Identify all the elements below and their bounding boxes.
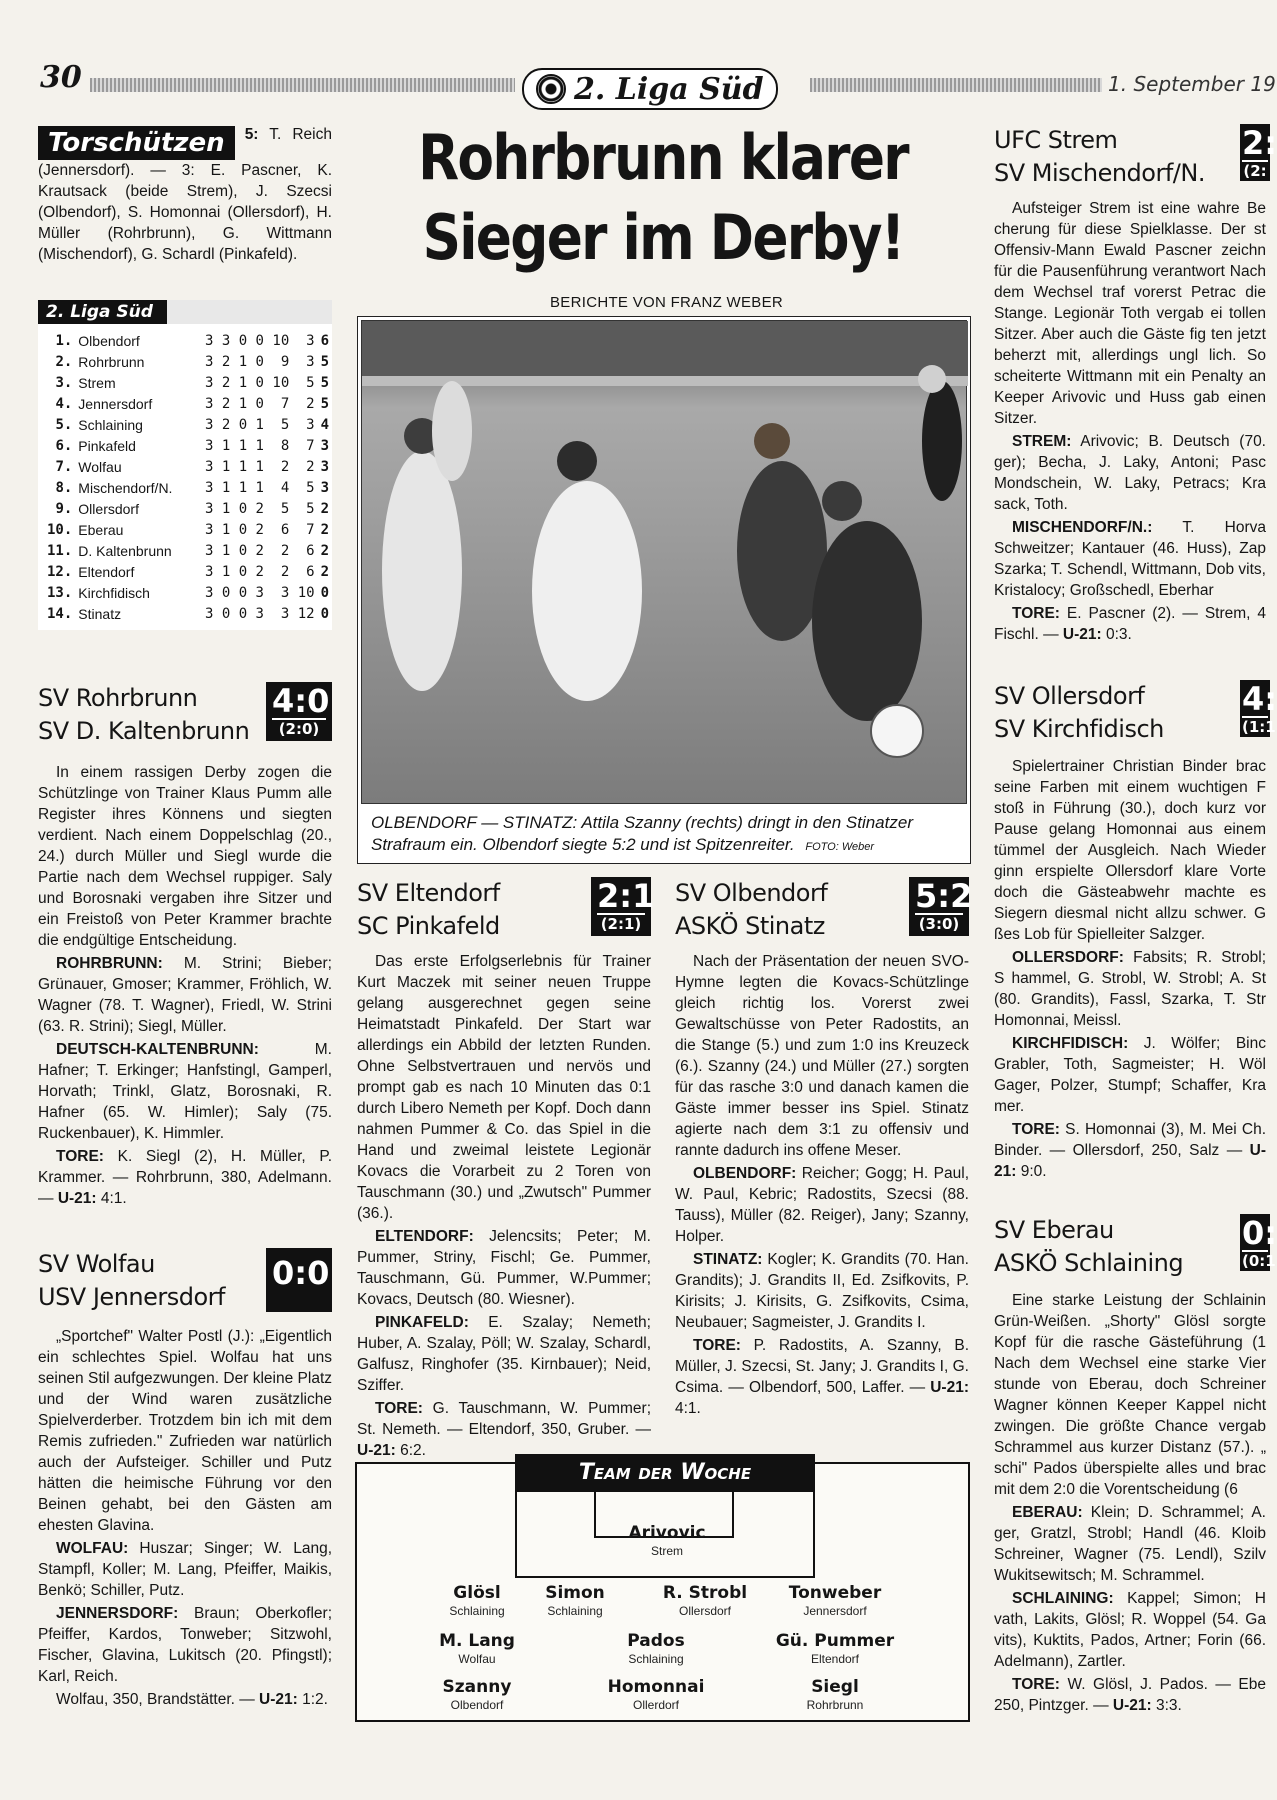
- team-of-week-player: [556, 1630, 756, 1666]
- standings-rank: 5.: [55, 416, 73, 433]
- standings-points: 0: [320, 605, 329, 622]
- player-name: R. Strobl: [662, 1583, 748, 1603]
- halftime-score: (2:: [1243, 162, 1267, 180]
- halftime-score: (3:0): [915, 913, 963, 932]
- match-report: Das erste Erfolgserlebnis für Trainer Kurt Maczek mit seiner neuen Truppe gelang ausgerechnet gegen seine Heimatstadt Pinkafeld. Der Start war allerdings ein Abbild der letzten Runden. Ohne Selbstvertrauen und nervös und prompt gab es nach 10 Minuten das 0:1 durch Libero Nemeth per Kopf. Doch dann nahmen Pummer & Co. das Spiel in die Hand und zweimal leistete Legionär Kovacs die Vorarbeit zu 2 Toren von Tauschmann (30.) und „Zwutsch" Pummer (36.).: [357, 953, 651, 1222]
- match-report: Spielertrainer Christian Binder brac seine Farben mit einem wuchtigen F stoß in Führung (30.), doch kurz vor Pause gelang Homonnai aus einem tümmel der Ausgleich. Nach Wieder ginn erspielte Ollersdorf klare Vorte doch die Gästeabwehr machte es Siegern diesmal nicht allzu schwer. G ßes Lob für Spielleiter Salzger.: [994, 758, 1266, 943]
- standings-rank: 12.: [47, 563, 73, 580]
- score-badge: [266, 682, 332, 741]
- lineup-away: PINKAFELD: E. Szalay; Nemeth; Huber, A. Szalay, Pöll; W. Szalay, Schardl, Galfusz, Ringhofer (35. Kirnbauer); Neid, Sziffer.: [357, 1314, 651, 1394]
- away-team: SV D. Kaltenbrunn: [38, 717, 250, 745]
- goals-info: TORE: E. Pascner (2). — Strem, 4 Fischl. — U-21: 0:3.: [994, 605, 1266, 643]
- lineup-home: ELTENDORF: Jelencsits; Peter; M. Pummer, Striny, Fischl; Ge. Pummer, Tauschmann, Gü. Pummer, W.Pummer; Kovacs, Deutsch (80. Wiesner).: [357, 1228, 651, 1308]
- standings-rank: 10.: [47, 521, 73, 538]
- standings-rank: 11.: [47, 542, 73, 559]
- standings-team: Eltendorf: [78, 563, 135, 580]
- lineup-home: EBERAU: Klein; D. Schrammel; A. ger, Gratzl, Strobl; Handl (46. Kloib Schreiner, Wagner (75. Lendl), Szilv Wukitsewitsch; M. Schrammel.: [994, 1504, 1266, 1584]
- final-score: 5:2: [915, 877, 973, 915]
- standings-team: Stinatz: [78, 605, 122, 622]
- player-club: Schlaining: [547, 1604, 603, 1618]
- halftime-score: (1:1: [1242, 718, 1276, 736]
- player-name: Tonweber: [788, 1583, 882, 1603]
- top-scorers-title: Torschützen: [38, 126, 235, 160]
- lineup-away: DEUTSCH-KALTENBRUNN: M. Hafner; T. Erkinger; Hanfstingl, Gamperl, Horvath; Trinkl, Glatz, Borosnaki, R. Hafner (65. W. Himler); Saly (75. Ruckenbauer), K. Himmler.: [38, 1041, 332, 1142]
- standings-team: D. Kaltenbrunn: [78, 542, 172, 559]
- team-of-week-player: [735, 1582, 935, 1618]
- standings-rank: 1.: [55, 332, 73, 349]
- final-score: 0:: [1242, 1214, 1277, 1252]
- standings-team: Jennersdorf: [78, 395, 153, 412]
- standings-stats: 3 2 1 0 7 2: [204, 395, 315, 412]
- soccer-ball-icon: [536, 74, 566, 104]
- final-score: 2:1: [597, 877, 655, 915]
- standings-team: Olbendorf: [78, 332, 140, 349]
- home-team: SV Ollersdorf: [994, 682, 1145, 710]
- issue-date: 1. September 19: [1108, 72, 1276, 96]
- standings-team: Ollersdorf: [78, 500, 139, 517]
- team-of-week-player: [377, 1676, 577, 1712]
- standings-rank: 3.: [55, 374, 73, 391]
- standings-rank: 9.: [55, 500, 73, 517]
- lineup-home: OLBENDORF: Reicher; Gogg; H. Paul, W. Paul, Kebric; Radostits, Szecsi (88. Tauss), Müller (82. Reiger), Jany; Szanny, Holper.: [675, 1165, 969, 1245]
- player-club: Eltendorf: [810, 1652, 860, 1666]
- away-team: ASKÖ Schlaining: [994, 1249, 1184, 1277]
- team-of-week-player: [735, 1630, 935, 1666]
- lineup-home: OLLERSDORF: Fabsits; R. Strobl; S hammel, G. Strobl, W. Strobl; A. St (80. Grandits), Fassl, Szarka, T. Str Homonnai, Meissl.: [994, 949, 1266, 1029]
- headline-line-2: Sieger im Derby!: [422, 201, 904, 274]
- table-row: [44, 435, 332, 456]
- goals-info: TORE: S. Homonnai (3), M. Mei Ch. Binder. — Ollersdorf, 250, Salz — U-21: 9:0.: [994, 1121, 1266, 1180]
- table-row: [44, 477, 332, 498]
- table-row: [44, 330, 332, 351]
- player-name: Glösl: [453, 1583, 501, 1603]
- standings-stats: 3 0 0 3 3 12: [204, 605, 315, 622]
- halftime-score: (2:1): [597, 913, 645, 932]
- standings-points: 3: [320, 437, 329, 454]
- team-of-week-player: [556, 1676, 756, 1712]
- away-team: SC Pinkafeld: [357, 912, 500, 940]
- score-badge: [266, 1248, 332, 1312]
- goals-info: TORE: G. Tauschmann, W. Pummer; St. Nemeth. — Eltendorf, 350, Gruber. — U-21: 6:2.: [357, 1400, 651, 1459]
- player-name: Siegl: [811, 1677, 859, 1697]
- standings-team: Strem: [78, 374, 116, 391]
- standings-rank: 8.: [55, 479, 73, 496]
- photo-caption: OLBENDORF — STINATZ: Attila Szanny (rechts) dringt in den Stinatzer Strafraum ein. Olbendorf siegte 5:2 und ist Spitzenreiter. FOTO: Weber: [371, 813, 913, 854]
- standings-rank: 13.: [47, 584, 73, 601]
- lineup-away: STINATZ: Kogler; K. Grandits (70. Han. Grandits); J. Grandits II, Ed. Zsifkovits, P. Kirisits; J. Kirisits, G. Zsifkovits, Csima, Neubauer; Sagmeister, J. Grandits I.: [675, 1251, 969, 1331]
- standings-stats: 3 1 1 1 4 5: [204, 479, 315, 496]
- table-row: [44, 414, 332, 435]
- home-team: SV Eltendorf: [357, 879, 500, 907]
- headline: [348, 118, 978, 278]
- away-team: USV Jennersdorf: [38, 1283, 225, 1311]
- standings-body: [44, 330, 332, 624]
- match-report: Nach der Präsentation der neuen SVO-Hymne legten die Kovacs-Schützlinge gleich richtig los. Vorerst zwei Gewaltschüsse von Peter Radostits, an die Stange (5.) und zum 1:0 ins Kreuzeck (6.). Szanny (24.) und Müller (27.) sorgten für das rasche 3:0 und danach kamen die Gäste immer besser ins Spiel. Stinatz agierte nach dem 3:1 zu offensiv und rannte dadurch ins offene Meser.: [675, 953, 969, 1159]
- player-club: Wolfau: [458, 1652, 496, 1666]
- standings-stats: 3 1 0 2 6 7: [204, 521, 315, 538]
- team-of-week-player: [377, 1630, 577, 1666]
- standings-rank: 6.: [55, 437, 73, 454]
- table-row: [44, 519, 332, 540]
- match-ollersdorf: [994, 680, 1277, 1182]
- match-rohrbrunn: [38, 682, 332, 1209]
- photo-credit: FOTO: Weber: [805, 841, 875, 853]
- table-row: [44, 561, 332, 582]
- top-scorers-lead-rest: T. Reich (Jennersdorf).: [38, 126, 332, 179]
- away-team: ASKÖ Stinatz: [675, 912, 825, 940]
- match-photo-image: [362, 321, 968, 805]
- standings-team: Wolfau: [78, 458, 122, 475]
- final-score: 4:: [1242, 680, 1277, 718]
- lineup-home: STREM: Arivovic; B. Deutsch (70. ger); Becha, J. Laky, Antoni; Pasc Mondschein, W. Laky, Petracs; Kra sack, Toth.: [994, 433, 1266, 513]
- standings-points: 5: [320, 353, 329, 370]
- player-club: Schlaining: [449, 1604, 505, 1618]
- top-scorers-lead: 5:: [244, 126, 259, 143]
- table-row: [44, 498, 332, 519]
- standings-points: 4: [320, 416, 329, 433]
- standings-points: 0: [320, 584, 329, 601]
- byline: BERICHTE VON FRANZ WEBER: [550, 294, 784, 311]
- team-of-week-player: [567, 1522, 767, 1558]
- score-badge: [1240, 1214, 1277, 1271]
- standings-stats: 3 1 0 2 2 6: [204, 563, 315, 580]
- standings-stats: 3 2 0 1 5 3: [204, 416, 315, 433]
- standings-points: 5: [320, 374, 329, 391]
- standings-stats: 3 1 0 2 5 5: [204, 500, 315, 517]
- match-report: Eine starke Leistung der Schlainin Grün-Weißen. „Shorty" Glösl sorgte Kopf für die rasche Gästeführung (1 Nach dem Wechsel eine starke Vier stunde von Eberau, doch Schreiner Wagner können Keeper Kappel nicht zwingen. Die größte Chance vergab Schrammel aus kurzer Distanz (57.). „ schi" Pados überspielte alles und brac mit dem 2:0 die Vorentscheidung (6: [994, 1292, 1266, 1498]
- standings-points: 3: [320, 479, 329, 496]
- headline-line-1: Rohrbrunn klarer: [418, 121, 908, 194]
- standings-team: Schlaining: [78, 416, 143, 433]
- match-photo: [361, 320, 967, 804]
- standings-stats: 3 0 0 3 3 10: [204, 584, 315, 601]
- match-report: Aufsteiger Strem ist eine wahre Be cherung für diese Spielklasse. Der st Offensiv-Mann Ewald Pascner zeichn für die Pausenführung verantwort Nach dem Wechsel traf vorerst Petrac die Stange. Legionär Toth vergab ei tollen Sitzer. Aber auch die Gäste fig ten jetzt beherzt mit, allerdings ungl lich. So scheiterte Wittmann mit ein Penalty an Keeper Arivovic und Huss gab einen Sitzer.: [994, 200, 1266, 427]
- match-olbendorf: [675, 877, 973, 1419]
- lineup-away: JENNERSDORF: Braun; Oberkofler; Pfeiffer, Kardos, Tonweber; Sitzwohl, Fischer, Glavina, Lukitsch (20. Pfingstl); Karl, Reich.: [38, 1605, 332, 1685]
- player-name: Szanny: [442, 1677, 512, 1697]
- player-name: Simon: [545, 1583, 605, 1603]
- score-badge: [909, 877, 973, 936]
- halftime-score: (2:0): [272, 718, 326, 737]
- team-of-week: [355, 1462, 970, 1722]
- table-row: [44, 456, 332, 477]
- standings-points: 2: [320, 542, 329, 559]
- standings-stats: 3 3 0 0 10 3: [204, 332, 315, 349]
- table-row: [44, 540, 332, 561]
- standings-team: Kirchfidisch: [78, 584, 150, 601]
- standings-points: 3: [320, 458, 329, 475]
- standings-team: Pinkafeld: [78, 437, 136, 454]
- home-team: SV Eberau: [994, 1216, 1114, 1244]
- table-row: [44, 393, 332, 414]
- player-club: Ollersdorf: [678, 1604, 731, 1618]
- standings-points: 6: [320, 332, 329, 349]
- match-report: In einem rassigen Derby zogen die Schützlinge von Trainer Klaus Pumm alle Register ihres Könnens und siegten verdient. Nach einem Doppelschlag (20., 24.) durch Müller und Siegl wurde die Partie nach dem Wechsel ruppiger. Saly und Borosnaki vergaben ihre Sitzer und ein Freistoß von Peter Krammer brachte die endgültige Entscheidung.: [38, 764, 332, 949]
- team-of-week-title: Team der Woche: [515, 1454, 815, 1492]
- player-club: Jennersdorf: [803, 1604, 867, 1618]
- table-row: [44, 603, 332, 624]
- table-row: [44, 582, 332, 603]
- away-team: SV Mischendorf/N.: [994, 159, 1205, 187]
- table-row: [44, 351, 332, 372]
- home-team: SV Rohrbrunn: [38, 684, 198, 712]
- lineup-away: KIRCHFIDISCH: J. Wölfer; Binc Grabler, Toth, Sagmeister; H. Wöl Gager, Polzer, Stumpf; Schaffer, Kra mer.: [994, 1035, 1266, 1115]
- section-title: 2. Liga Süd: [574, 71, 764, 107]
- team-of-week-player: [735, 1676, 935, 1712]
- standings-table: [38, 300, 332, 630]
- player-club: Rohrbrunn: [806, 1698, 864, 1712]
- standings-stats: 3 2 1 0 10 5: [204, 374, 315, 391]
- lineup-away: SCHLAINING: Kappel; Simon; H vath, Lakits, Glösl; R. Woppel (54. Ga vits), Kuktits, Pados, Artner; Forin (66. Adelmann), Zartler.: [994, 1590, 1266, 1670]
- goals-info: TORE: P. Radostits, A. Szanny, B. Müller, J. Szecsi, St. Jany; J. Grandits I, G. Csima. — Olbendorf, 500, Laffer. — U-21: 4:1.: [675, 1337, 969, 1417]
- lineup-away: MISCHENDORF/N.: T. Horva Schweitzer; Kantauer (46. Huss), Zap Szarka; T. Schendl, Wittmann, Dob vits, Kristalocy; Großschedl, Eberhar: [994, 519, 1266, 599]
- header-rule-left: [90, 78, 515, 92]
- away-team: SV Kirchfidisch: [994, 715, 1164, 743]
- standings-rank: 7.: [55, 458, 73, 475]
- standings-team: Rohrbrunn: [78, 353, 145, 370]
- player-name: Arivovic: [628, 1523, 706, 1543]
- player-club: Strem: [650, 1544, 683, 1558]
- halftime-score: (0:1: [1242, 1252, 1276, 1270]
- standings-stats: 3 1 1 1 2 2: [204, 458, 315, 475]
- standings-points: 5: [320, 395, 329, 412]
- player-name: Pados: [627, 1631, 685, 1651]
- player-name: Homonnai: [607, 1677, 705, 1697]
- player-name: Gü. Pummer: [775, 1631, 895, 1651]
- goals-info: TORE: W. Glösl, J. Pados. — Ebe 250, Pintzger. — U-21: 3:3.: [994, 1676, 1266, 1714]
- standings-team: Eberau: [78, 521, 124, 538]
- standings-stats: 3 2 1 0 9 3: [204, 353, 315, 370]
- player-club: Ollerdorf: [632, 1698, 679, 1712]
- goals-info: TORE: K. Siegl (2), H. Müller, P. Krammer. — Rohrbrunn, 380, Adelmann. — U-21: 4:1.: [38, 1148, 332, 1207]
- standings-points: 2: [320, 563, 329, 580]
- top-scorers-list: — 3: E. Pascner, K. Krautsack (beide Strem), J. Szecsi (Olbendorf), S. Homonnai (Ollersdorf), H. Müller (Rohrbrunn), G. Wittmann (Mischendorf), G. Schardl (Pinkafeld).: [38, 162, 332, 263]
- match-eltendorf: [357, 877, 655, 1461]
- final-score: 4:0: [272, 682, 330, 720]
- page-number: 30: [40, 60, 82, 95]
- match-report: „Sportchef" Walter Postl (J.): „Eigentlich ein schlechtes Spiel. Wolfau hat uns seinen Stil aufgezwungen. Der kleine Platz und der Wind waren zusätzliche Spielverderber. Trotzdem bin ich mit dem Remis zufrieden." Zufrieden war natürlich auch der Aufsteiger. Schiller und Putz hätten die heimische Führung vor den Beinen gehabt, bei den Gästen am ehesten Glavina.: [38, 1328, 332, 1534]
- lineup-home: WOLFAU: Huszar; Singer; W. Lang, Stampfl, Koller; M. Lang, Pfeiffer, Maikis, Benkö; Schiller, Putz.: [38, 1540, 332, 1599]
- player-club: Olbendorf: [450, 1698, 504, 1712]
- match-photo-frame: [357, 316, 971, 864]
- section-banner: [522, 68, 778, 110]
- standings-team: Mischendorf/N.: [78, 479, 173, 496]
- score-badge: [1240, 124, 1277, 181]
- standings-points: 2: [320, 500, 329, 517]
- match-eberau: [994, 1214, 1277, 1716]
- standings-points: 2: [320, 521, 329, 538]
- player-club: Schlaining: [628, 1652, 684, 1666]
- top-scorers: [38, 124, 332, 265]
- standings-stats: 3 1 1 1 8 7: [204, 437, 315, 454]
- standings-stats: 3 1 0 2 2 6: [204, 542, 315, 559]
- standings-rank: 14.: [47, 605, 73, 622]
- header-rule-right: [810, 78, 1102, 92]
- match-wolfau: [38, 1248, 332, 1710]
- standings-rank: 2.: [55, 353, 73, 370]
- score-badge: [591, 877, 655, 936]
- home-team: SV Wolfau: [38, 1250, 155, 1278]
- match-info: Wolfau, 350, Brandstätter. — U-21: 1:2.: [56, 1691, 328, 1708]
- home-team: UFC Strem: [994, 126, 1118, 154]
- home-team: SV Olbendorf: [675, 879, 828, 907]
- table-row: [44, 372, 332, 393]
- standings-rank: 4.: [55, 395, 73, 412]
- standings-title: 2. Liga Süd: [38, 300, 167, 324]
- player-name: M. Lang: [439, 1631, 515, 1651]
- lineup-home: ROHRBRUNN: M. Strini; Bieber; Grünauer, Gmoser; Krammer, Fröhlich, W. Wagner (78. T. Wagner), Friedl, W. Strini (63. R. Strini); Siegl, Müller.: [38, 955, 332, 1035]
- match-strem: [994, 124, 1277, 645]
- score-badge: [1240, 680, 1277, 737]
- final-score: 2:: [1242, 124, 1277, 162]
- final-score: 0:0: [272, 1254, 330, 1292]
